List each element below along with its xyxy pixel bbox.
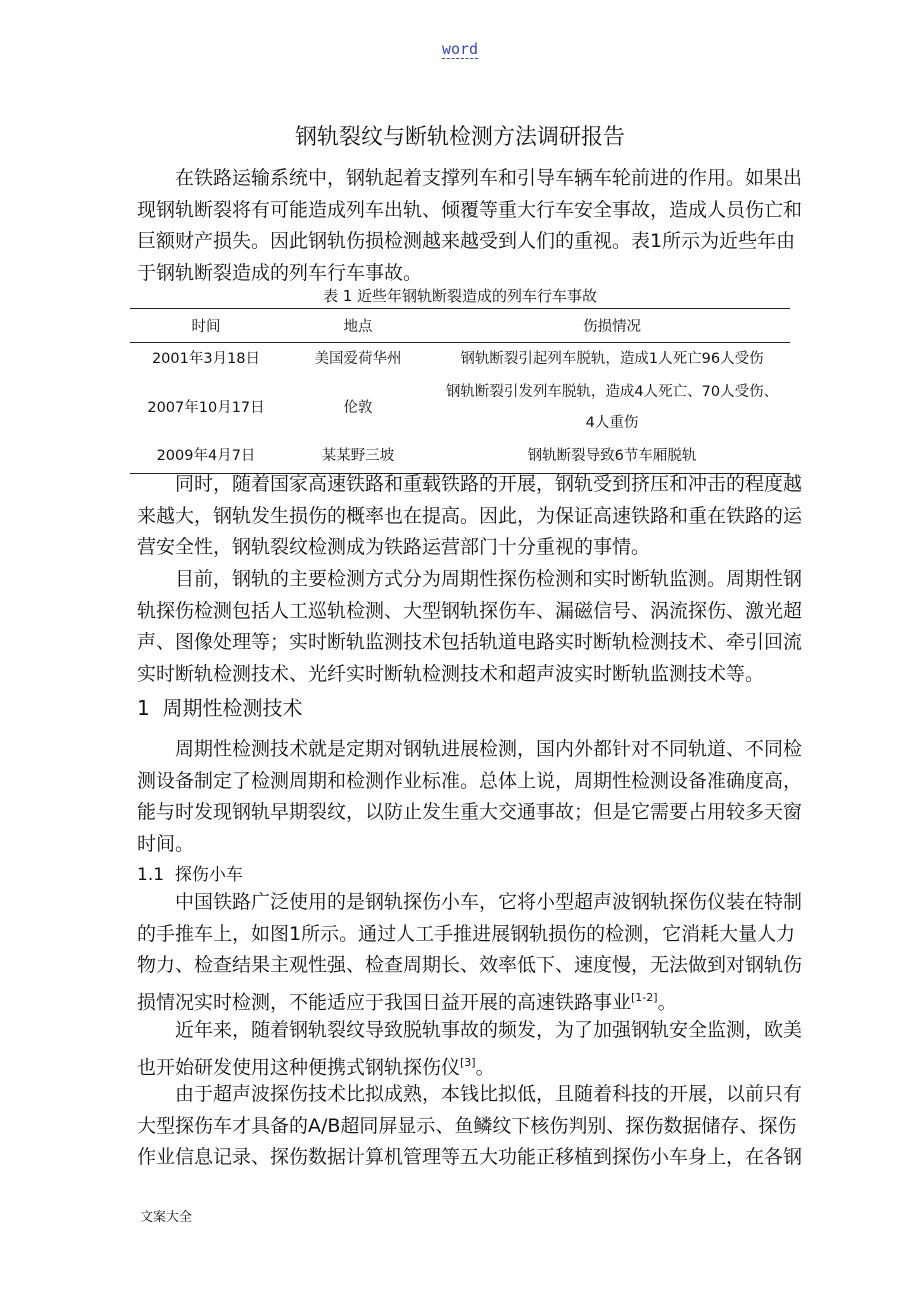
paragraph-7	[137, 1079, 803, 1174]
table-row	[130, 343, 790, 377]
text-line: 巨额财产损失。因此钢轨伤损检测越来越受到人们的重视。表1所示为近些年由	[137, 230, 796, 253]
text-line: 能与时发现钢轨早期裂纹，以防止发生重大交通事故；但是它需要占用较多天窗	[137, 801, 803, 824]
text-line: 目前，钢轨的主要检测方式分为周期性探伤检测和实时断轨监测。周期性钢	[137, 568, 803, 590]
text-line: 同时，随着国家高速铁路和重载铁路的开展，钢轨受到挤压和冲击的程度越	[137, 473, 803, 495]
text-line: 大型探伤车才具备的A/B超同屏显示、鱼鳞纹下核伤判别、探伤数据储存、探伤	[137, 1114, 797, 1137]
paragraph-intro	[137, 163, 803, 289]
text-line: 时间。	[137, 832, 195, 855]
text-line: 在铁路运输系统中，钢轨起着支撑列车和引导车辆车轮前进的作用。如果出	[137, 167, 803, 189]
table-cell: 钢轨断裂引起列车脱轨，造成1人死亡96人受伤	[460, 351, 764, 367]
section-heading-1: 1 周期性检测技术	[137, 696, 303, 720]
citation: [1-2]	[631, 990, 658, 1004]
table-cell: 2009年4月7日	[130, 440, 282, 474]
text-line: 中国铁路广泛使用的是钢轨探伤小车，它将小型超声波钢轨探伤仪装在特制	[137, 891, 803, 913]
text-line: 实时断轨检测技术、光纤实时断轨检测技术和超声波实时断轨监测技术等。	[137, 662, 765, 685]
paragraph-2	[137, 469, 803, 564]
table-cell: 2007年10月17日	[147, 399, 265, 416]
word-link-text[interactable]: word	[441, 40, 479, 58]
citation: [3]	[460, 1055, 476, 1069]
period: 。	[475, 1055, 495, 1078]
text-line: 营安全性，钢轨裂纹检测成为铁路运营部门十分重视的事情。	[137, 536, 651, 559]
footer-text: 文案大全	[140, 1210, 193, 1225]
cell-line: 4人重伤	[585, 415, 639, 431]
text-span: 也开始研发使用这种便携式钢轨探伤仪	[137, 1055, 461, 1078]
table-cell: 钢轨断裂导致6节车厢脱轨	[434, 440, 790, 474]
text-line	[137, 982, 789, 1014]
column-header: 地点	[282, 309, 434, 343]
text-line: 近年来，随着钢轨裂纹导致脱轨事故的频发，为了加强钢轨安全监测，欧美	[137, 1019, 803, 1041]
table-cell	[434, 376, 790, 440]
paragraph-5	[137, 887, 803, 1014]
period: 。	[657, 991, 677, 1014]
table-cell: 2001年3月18日	[151, 351, 261, 367]
text-line: 的手推车上，如图1所示。通过人工手推进展钢轨损伤的检测，它消耗大量人力	[137, 922, 796, 945]
paragraph-6	[137, 1015, 803, 1078]
text-line: 声、图像处理等；实时断轨监测技术包括轨道电路实时断轨检测技术、牵引回流	[137, 631, 803, 654]
text-line: 来越大，钢轨发生损伤的概率也在提高。因此，为保证高速铁路和重在铁路的运	[137, 504, 803, 527]
table-cell: 某某野三坡	[282, 440, 434, 474]
table-cell: 美国爱荷华州	[314, 351, 402, 367]
accident-table	[130, 308, 790, 474]
paragraph-4	[137, 734, 803, 860]
table-cell: 伦敦	[343, 399, 373, 416]
text-span: 损情况实时检测，不能适应于我国日益开展的高速铁路事业	[137, 991, 632, 1014]
text-line: 由于超声波探伤技术比拟成熟，本钱比拟低，且随着科技的开展，以前只有	[137, 1083, 803, 1105]
table-row	[130, 376, 790, 440]
text-line	[137, 1047, 789, 1079]
text-line: 现钢轨断裂将有可能造成列车出轨、倾覆等重大行车安全事故，造成人员伤亡和	[137, 198, 803, 221]
paragraph-3	[137, 564, 803, 690]
text-line: 测设备制定了检测周期和检测作业标准。总体上说，周期性检测设备准确度高，	[137, 769, 803, 792]
section-heading-1-1: 1.1 探伤小车	[137, 865, 243, 885]
document-title: 钢轨裂纹与断轨检测方法调研报告	[294, 125, 625, 150]
column-header: 伤损情况	[434, 309, 790, 343]
cell-line: 钢轨断裂引发列车脱轨，造成4人死亡、70人受伤、	[445, 384, 779, 400]
column-header: 时间	[130, 309, 282, 343]
text-line: 作业信息记录、探伤数据计算机管理等五大功能正移植到探伤小车身上，在各钢	[137, 1146, 803, 1169]
table-caption: 表 1 近些年钢轨断裂造成的列车行车事故	[322, 287, 598, 305]
header-word-link[interactable]	[0, 40, 920, 58]
text-line: 轨探伤检测包括人工巡轨检测、大型钢轨探伤车、漏磁信号、涡流探伤、激光超	[137, 599, 803, 622]
text-line: 于钢轨断裂造成的列车行车事故。	[137, 261, 423, 284]
text-line: 物力、检查结果主观性强、检查周期长、效率低下、速度慢，无法做到对钢轨伤	[137, 954, 803, 977]
table-header-row	[130, 309, 790, 343]
text-line: 周期性检测技术就是定期对钢轨进展检测，国内外都针对不同轨道、不同检	[137, 738, 803, 760]
